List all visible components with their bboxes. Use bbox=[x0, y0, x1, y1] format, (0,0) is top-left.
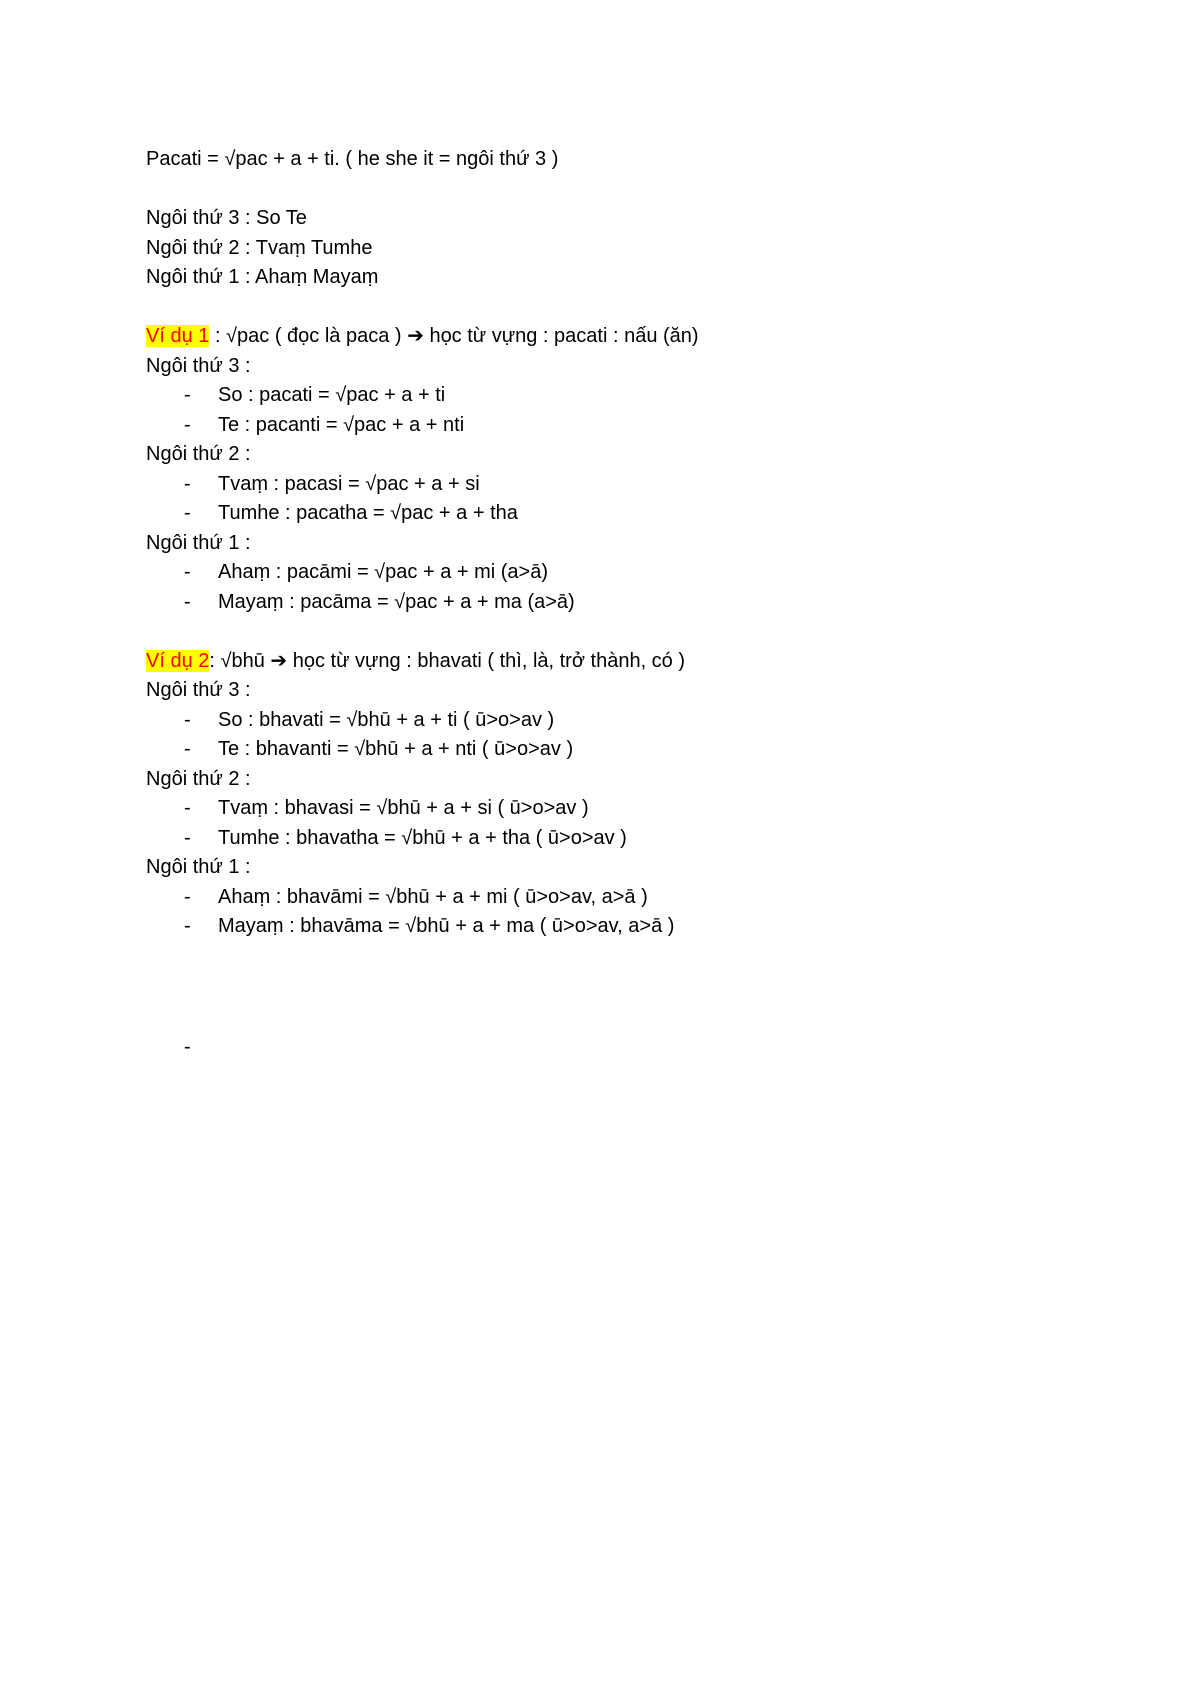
list-dash: - bbox=[184, 590, 191, 613]
example-1-heading-text: : √pac ( đọc là paca ) ➔ học từ vựng : pacati : nấu (ăn) bbox=[209, 325, 699, 347]
example-1-label: Ví dụ 1 bbox=[146, 325, 210, 347]
list-item: - Mayaṃ : pacāma = √pac + a + ma (a>ā) bbox=[146, 588, 1066, 618]
list-item: - Ahaṃ : bhavāmi = √bhū + a + mi ( ū>o>av, a>ā ) bbox=[146, 883, 1066, 913]
example-1-group-1-title: Ngôi thứ 1 : bbox=[146, 531, 251, 554]
list-item: - So : bhavati = √bhū + a + ti ( ū>o>av ) bbox=[146, 706, 1066, 736]
document-body bbox=[146, 145, 1066, 942]
list-dash: - bbox=[184, 738, 191, 760]
trailing-dash: - bbox=[184, 1036, 191, 1058]
list-dash: - bbox=[184, 885, 191, 908]
example-2-heading bbox=[146, 647, 1066, 677]
list-dash: - bbox=[184, 797, 191, 819]
example-1-group-3-title: Ngôi thứ 3 : bbox=[146, 354, 251, 377]
list-item: - So : pacati = √pac + a + ti bbox=[146, 381, 1066, 411]
list-item: - Ahaṃ : pacāmi = √pac + a + mi (a>ā) bbox=[146, 558, 1066, 588]
list-dash: - bbox=[184, 708, 191, 731]
list-dash: - bbox=[184, 384, 191, 406]
list-dash: - bbox=[184, 413, 191, 436]
list-item: - Te : pacanti = √pac + a + nti bbox=[146, 411, 1066, 441]
example-2-heading-text: : √bhū ➔ học từ vựng : bhavati ( thì, là, trở thành, có ) bbox=[209, 649, 686, 672]
list-item: - Tvaṃ : pacasi = √pac + a + si bbox=[146, 470, 1066, 500]
list-item: - Tumhe : bhavatha = √bhū + a + tha ( ū>o>av ) bbox=[146, 824, 1066, 854]
example-2-label: Ví dụ 2 bbox=[146, 649, 210, 672]
list-dash: - bbox=[184, 472, 191, 495]
example-1-heading bbox=[146, 322, 1066, 352]
example-2-group-2-title: Ngôi thứ 2 : bbox=[146, 767, 251, 790]
example-2-group-3-title: Ngôi thứ 3 : bbox=[146, 679, 251, 701]
example-2-group-1-title: Ngôi thứ 1 : bbox=[146, 856, 251, 878]
person-1-line: Ngôi thứ 1 : Ahaṃ Mayaṃ bbox=[146, 266, 379, 288]
list-item: - Tumhe : pacatha = √pac + a + tha bbox=[146, 499, 1066, 529]
list-item: - Te : bhavanti = √bhū + a + nti ( ū>o>av ) bbox=[146, 735, 1066, 765]
person-2-line: Ngôi thứ 2 : Tvaṃ Tumhe bbox=[146, 236, 373, 259]
list-item: - Mayaṃ : bhavāma = √bhū + a + ma ( ū>o>av, a>ā ) bbox=[146, 912, 1066, 942]
person-3-line: Ngôi thứ 3 : So Te bbox=[146, 207, 307, 229]
example-1-group-2-title: Ngôi thứ 2 : bbox=[146, 443, 251, 465]
intro-line: Pacati = √pac + a + ti. ( he she it = ngôi thứ 3 ) bbox=[146, 148, 559, 170]
list-item: - Tvaṃ : bhavasi = √bhū + a + si ( ū>o>av ) bbox=[146, 794, 1066, 824]
list-dash: - bbox=[184, 826, 191, 849]
list-dash: - bbox=[184, 502, 191, 524]
list-dash: - bbox=[184, 915, 191, 937]
list-dash: - bbox=[184, 561, 191, 583]
